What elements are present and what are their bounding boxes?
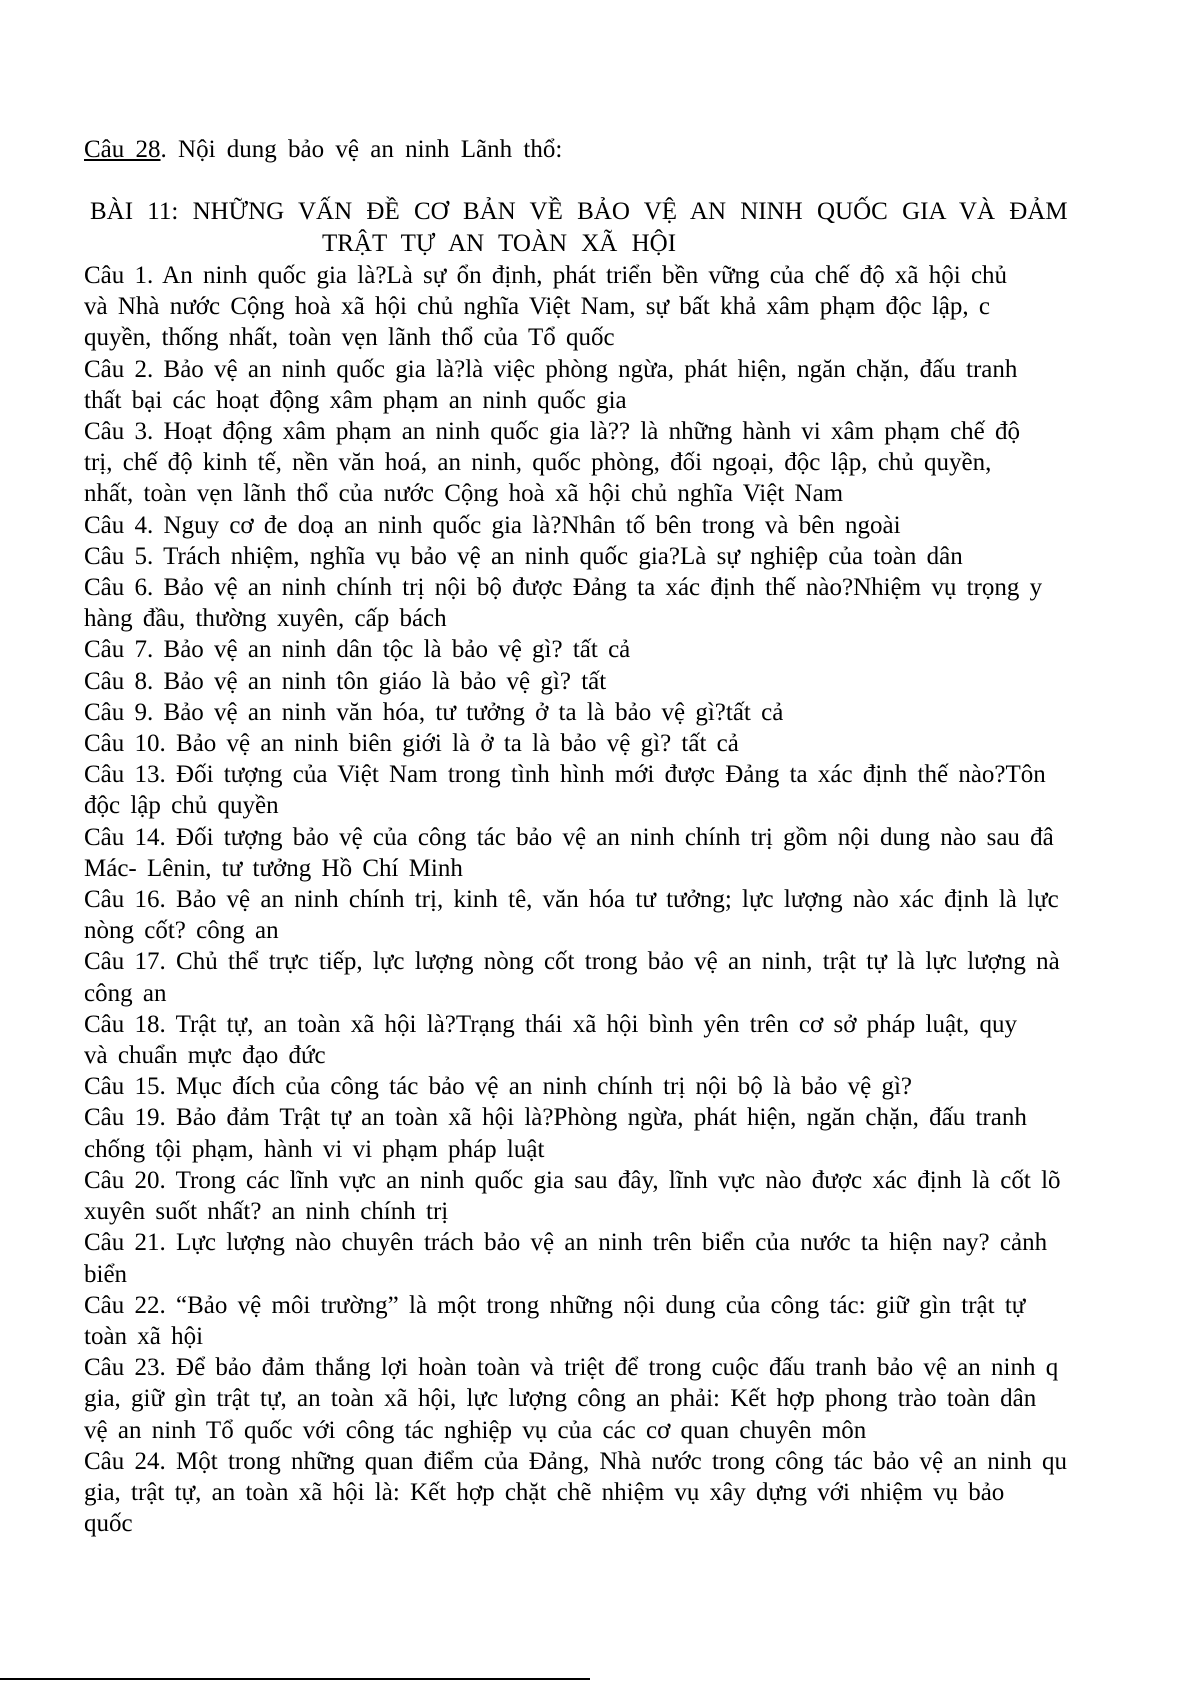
question-item bbox=[84, 416, 1191, 510]
question-item bbox=[84, 697, 1191, 728]
question-line: vệ an ninh Tổ quốc với công tác nghiệp vụ của các cơ quan chuyên môn bbox=[84, 1416, 867, 1444]
question-item bbox=[84, 634, 1191, 665]
question-item bbox=[84, 1102, 1191, 1164]
question-item bbox=[84, 354, 1191, 416]
question-line: Câu 19. Bảo đảm Trật tự an toàn xã hội là?Phòng ngừa, phát hiện, ngăn chặn, đấu tranh bbox=[84, 1104, 1027, 1132]
question-line: công an bbox=[84, 979, 167, 1007]
question-line: Câu 1. An ninh quốc gia là?Là sự ổn định, phát triển bền vững của chế độ xã hội chủ bbox=[84, 262, 1008, 289]
question-item bbox=[84, 1165, 1191, 1227]
question-line: biển bbox=[84, 1260, 128, 1288]
question-item bbox=[84, 1009, 1191, 1071]
question-line: Câu 16. Bảo vệ an ninh chính trị, kinh tê, văn hóa tư tưởng; lực lượng nào xác định là lực bbox=[84, 886, 1059, 914]
question-item bbox=[84, 946, 1191, 1008]
question-line: Câu 8. Bảo vệ an ninh tôn giáo là bảo vệ gì? tất bbox=[84, 667, 607, 695]
question-item bbox=[84, 260, 1191, 354]
question-answer-list bbox=[84, 260, 1191, 1539]
question-line: Câu 24. Một trong những quan điểm của Đảng, Nhà nước trong công tác bảo vệ an ninh qu bbox=[84, 1447, 1067, 1475]
question-line: và Nhà nước Cộng hoà xã hội chủ nghĩa Việt Nam, sự bất khả xâm phạm độc lập, c bbox=[84, 293, 990, 321]
question-item bbox=[84, 572, 1191, 634]
question-item bbox=[84, 666, 1191, 697]
question-line: xuyên suốt nhất? an ninh chính trị bbox=[84, 1198, 449, 1226]
question-line: quốc bbox=[84, 1510, 133, 1538]
question-line: Câu 23. Để bảo đảm thắng lợi hoàn toàn và triệt để trong cuộc đấu tranh bảo vệ an ninh q bbox=[84, 1354, 1059, 1382]
question-item bbox=[84, 1227, 1191, 1289]
question-line: Câu 10. Bảo vệ an ninh biên giới là ở ta là bảo vệ gì? tất cả bbox=[84, 730, 739, 758]
question-line: toàn xã hội bbox=[84, 1322, 204, 1350]
question-line: trị, chế độ kinh tế, nền văn hoá, an ninh, quốc phòng, đối ngoại, độc lập, chủ quyền, bbox=[84, 449, 992, 477]
question-line: Câu 6. Bảo vệ an ninh chính trị nội bộ được Đảng ta xác định thế nào?Nhiệm vụ trọng y bbox=[84, 574, 1043, 602]
question-line: gia, trật tự, an toàn xã hội là: Kết hợp chặt chẽ nhiệm vụ xây dựng với nhiệm vụ bảo bbox=[84, 1478, 1005, 1506]
question-line: và chuẩn mực đạo đức bbox=[84, 1042, 326, 1070]
question-line: Câu 13. Đối tượng của Việt Nam trong tình hình mới được Đảng ta xác định thế nào?Tôn bbox=[84, 761, 1046, 789]
question-line: gia, giữ gìn trật tự, an toàn xã hội, lực lượng công an phải: Kết hợp phong trào toàn dân bbox=[84, 1385, 1037, 1413]
footnote-divider bbox=[0, 1678, 590, 1680]
question-line: Câu 18. Trật tự, an toàn xã hội là?Trạng thái xã hội bình yên trên cơ sở pháp luật, quy bbox=[84, 1010, 1017, 1038]
question-item bbox=[84, 1352, 1191, 1446]
question-item bbox=[84, 822, 1191, 884]
question-item bbox=[84, 759, 1191, 821]
question-28-label: Câu 28 bbox=[84, 136, 161, 163]
question-line: Câu 21. Lực lượng nào chuyên trách bảo vệ an ninh trên biển của nước ta hiện nay? cảnh bbox=[84, 1229, 1048, 1257]
question-28-text: . Nội dung bảo vệ an ninh Lãnh thổ: bbox=[160, 136, 563, 163]
question-line: thất bại các hoạt động xâm phạm an ninh quốc gia bbox=[84, 386, 627, 414]
question-line: quyền, thống nhất, toàn vẹn lãnh thổ của Tổ quốc bbox=[84, 324, 615, 352]
question-item bbox=[84, 884, 1191, 946]
question-item bbox=[84, 728, 1191, 759]
question-line: Câu 9. Bảo vệ an ninh văn hóa, tư tưởng ở ta là bảo vệ gì?tất cả bbox=[84, 698, 784, 726]
question-item bbox=[84, 1446, 1191, 1540]
question-line: Câu 17. Chủ thể trực tiếp, lực lượng nòng cốt trong bảo vệ an ninh, trật tự là lực lượng nà bbox=[84, 948, 1060, 976]
lesson-title-line-1: BÀI 11: NHỮNG VẤN ĐỀ CƠ BẢN VỀ BẢO VỆ AN NINH QUỐC GIA VÀ ĐẢM bbox=[90, 198, 1068, 225]
question-line: Câu 3. Hoạt động xâm phạm an ninh quốc gia là?? là những hành vi xâm phạm chế độ bbox=[84, 418, 1021, 446]
question-line: nòng cốt? công an bbox=[84, 917, 279, 945]
question-line: Mác- Lênin, tư tưởng Hồ Chí Minh bbox=[84, 854, 463, 882]
question-line: Câu 7. Bảo vệ an ninh dân tộc là bảo vệ gì? tất cả bbox=[84, 636, 631, 664]
question-line: Câu 22. “Bảo vệ môi trường” là một trong những nội dung của công tác: giữ gìn trật tự bbox=[84, 1291, 1026, 1319]
question-line: Câu 4. Nguy cơ đe doạ an ninh quốc gia là?Nhân tố bên trong và bên ngoài bbox=[84, 511, 901, 539]
question-line: nhất, toàn vẹn lãnh thổ của nước Cộng hoà xã hội chủ nghĩa Việt Nam bbox=[84, 480, 844, 508]
lesson-title-line-2: TRẬT TỰ AN TOÀN XÃ HỘI bbox=[321, 230, 677, 257]
question-line: Câu 2. Bảo vệ an ninh quốc gia là?là việc phòng ngừa, phát hiện, ngăn chặn, đấu tranh bbox=[84, 355, 1018, 383]
question-line: độc lập chủ quyền bbox=[84, 792, 279, 820]
question-line: Câu 5. Trách nhiệm, nghĩa vụ bảo vệ an ninh quốc gia?Là sự nghiệp của toàn dân bbox=[84, 542, 963, 570]
question-item bbox=[84, 541, 1191, 572]
question-28-heading bbox=[84, 134, 562, 166]
question-line: Câu 20. Trong các lĩnh vực an ninh quốc gia sau đây, lĩnh vực nào được xác định là cốt lõ bbox=[84, 1166, 1061, 1194]
lesson-title bbox=[84, 196, 1191, 260]
question-item bbox=[84, 510, 1191, 541]
question-item bbox=[84, 1290, 1191, 1352]
question-item bbox=[84, 1071, 1191, 1102]
question-line: Câu 14. Đối tượng bảo vệ của công tác bảo vệ an ninh chính trị gồm nội dung nào sau đâ bbox=[84, 823, 1054, 851]
question-line: hàng đầu, thường xuyên, cấp bách bbox=[84, 605, 447, 633]
question-line: chống tội phạm, hành vi vi phạm pháp luật bbox=[84, 1135, 545, 1163]
question-line: Câu 15. Mục đích của công tác bảo vệ an ninh chính trị nội bộ là bảo vệ gì? bbox=[84, 1073, 913, 1101]
